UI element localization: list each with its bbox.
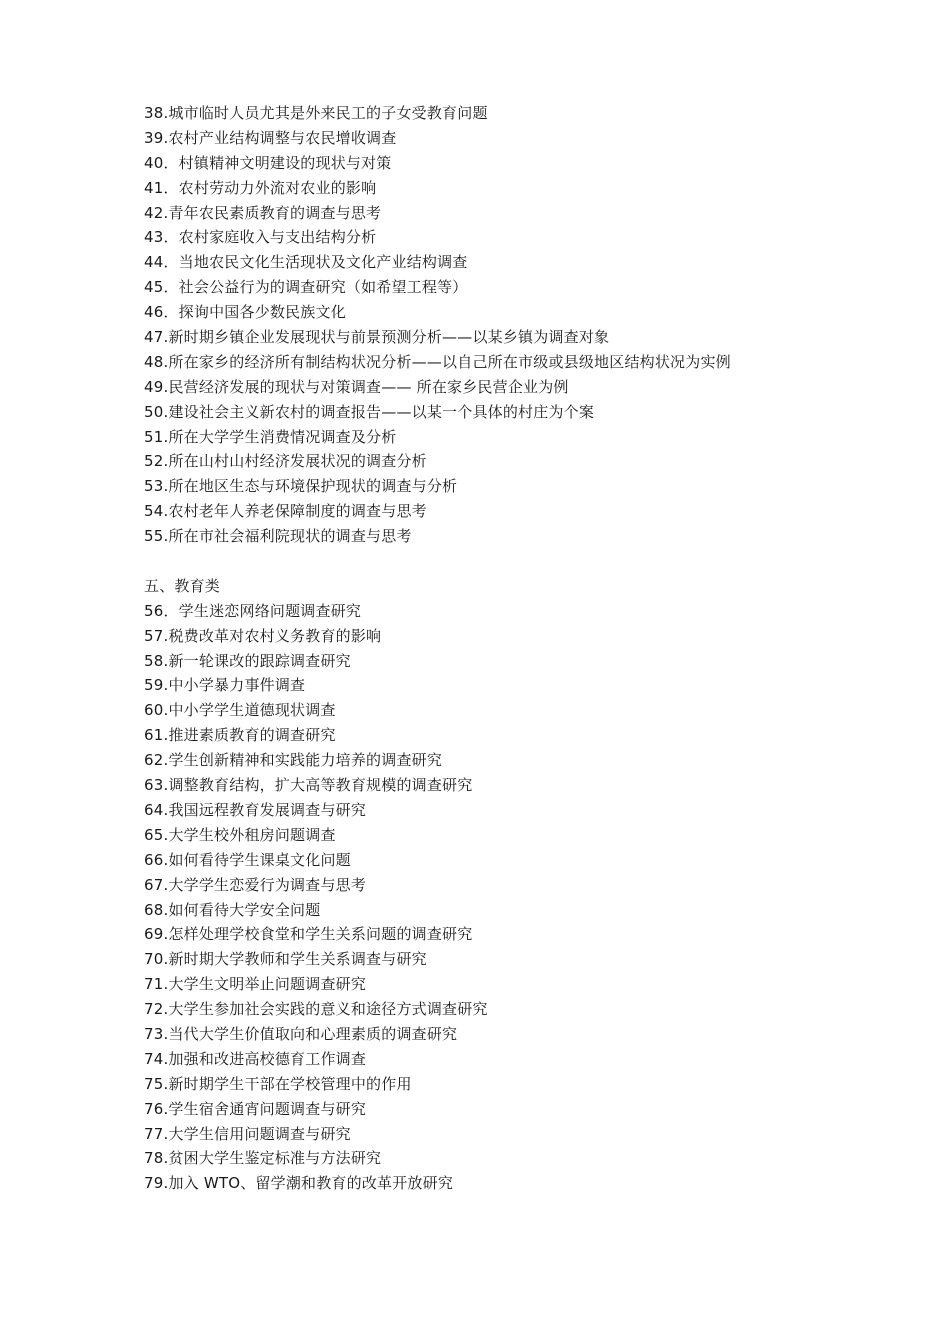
- list-item: 45．社会公益行为的调查研究（如希望工程等）: [144, 278, 468, 297]
- list-item: 65.大学生校外租房问题调查: [144, 825, 336, 844]
- list-item: 48.所在家乡的经济所有制结构状况分析——以自己所在市级或县级地区结构状况为实例: [144, 352, 731, 371]
- list-item: 41．农村劳动力外流对农业的影响: [144, 178, 377, 197]
- list-item: 50.建设社会主义新农村的调查报告——以某一个具体的村庄为个案: [144, 402, 595, 421]
- list-item: 51.所在大学学生消费情况调查及分析: [144, 427, 397, 446]
- list-item: 59.中小学暴力事件调查: [144, 676, 306, 695]
- list-item: 78.贫困大学生鉴定标准与方法研究: [144, 1149, 382, 1168]
- list-item: 47.新时期乡镇企业发展现状与前景预测分析——以某乡镇为调查对象: [144, 328, 610, 347]
- list-item: 53.所在地区生态与环境保护现状的调查与分析: [144, 477, 458, 496]
- list-item: 38.城市临时人员尤其是外来民工的子女受教育问题: [144, 104, 488, 122]
- list-item: 68.如何看待大学安全问题: [144, 900, 321, 919]
- list-item: 69.怎样处理学校食堂和学生关系问题的调查研究: [144, 925, 473, 944]
- list-item: 77.大学生信用问题调查与研究: [144, 1124, 351, 1143]
- section-four-list: [144, 101, 844, 549]
- list-item: 44．当地农民文化生活现状及文化产业结构调查: [144, 253, 468, 272]
- list-item: 60.中小学学生道德现状调查: [144, 701, 336, 720]
- list-item: 56．学生迷恋网络问题调查研究: [144, 601, 362, 620]
- list-item: 58.新一轮课改的跟踪调查研究: [144, 651, 351, 670]
- list-item: 75.新时期学生干部在学校管理中的作用: [144, 1074, 412, 1093]
- topic-list: [144, 101, 844, 1196]
- list-item: 70.新时期大学教师和学生关系调查与研究: [144, 950, 427, 969]
- section-five-heading: 五、教育类: [144, 576, 221, 595]
- list-item: 62.学生创新精神和实践能力培养的调查研究: [144, 751, 443, 770]
- list-item: 76.学生宿舍通宵问题调查与研究: [144, 1099, 367, 1118]
- list-item: 46．探询中国各少数民族文化: [144, 303, 346, 322]
- list-item: 63.调整教育结构，扩大高等教育规模的调查研究: [144, 776, 473, 795]
- list-item: 40．村镇精神文明建设的现状与对策: [144, 153, 392, 172]
- list-item: 55.所在市社会福利院现状的调查与思考: [144, 527, 412, 546]
- list-item: 66.如何看待学生课桌文化问题: [144, 850, 351, 869]
- list-item: 54.农村老年人养老保障制度的调查与思考: [144, 502, 427, 521]
- list-item: 74.加强和改进高校德育工作调查: [144, 1049, 367, 1068]
- list-item: 49.民营经济发展的现状与对策调查—— 所在家乡民营企业为例: [144, 377, 569, 396]
- list-item: 61.推进素质教育的调查研究: [144, 726, 336, 745]
- list-item: 71.大学生文明举止问题调查研究: [144, 975, 367, 994]
- list-item: 52.所在山村山村经济发展状况的调查分析: [144, 452, 427, 471]
- list-item: 67.大学学生恋爱行为调查与思考: [144, 875, 367, 894]
- list-item: 39.农村产业结构调整与农民增收调查: [144, 128, 397, 147]
- list-item: 57.税费改革对农村义务教育的影响: [144, 626, 382, 645]
- list-item: 72.大学生参加社会实践的意义和途径方式调查研究: [144, 1000, 488, 1019]
- section-spacer: [144, 549, 844, 574]
- list-item: 42.青年农民素质教育的调查与思考: [144, 203, 382, 222]
- list-item: 73.当代大学生价值取向和心理素质的调查研究: [144, 1024, 458, 1043]
- list-item: 43．农村家庭收入与支出结构分析: [144, 228, 377, 247]
- list-item: 79.加入 WTO、留学潮和教育的改革开放研究: [144, 1174, 454, 1193]
- section-five-list: [144, 599, 844, 1196]
- list-item: 64.我国远程教育发展调查与研究: [144, 800, 367, 819]
